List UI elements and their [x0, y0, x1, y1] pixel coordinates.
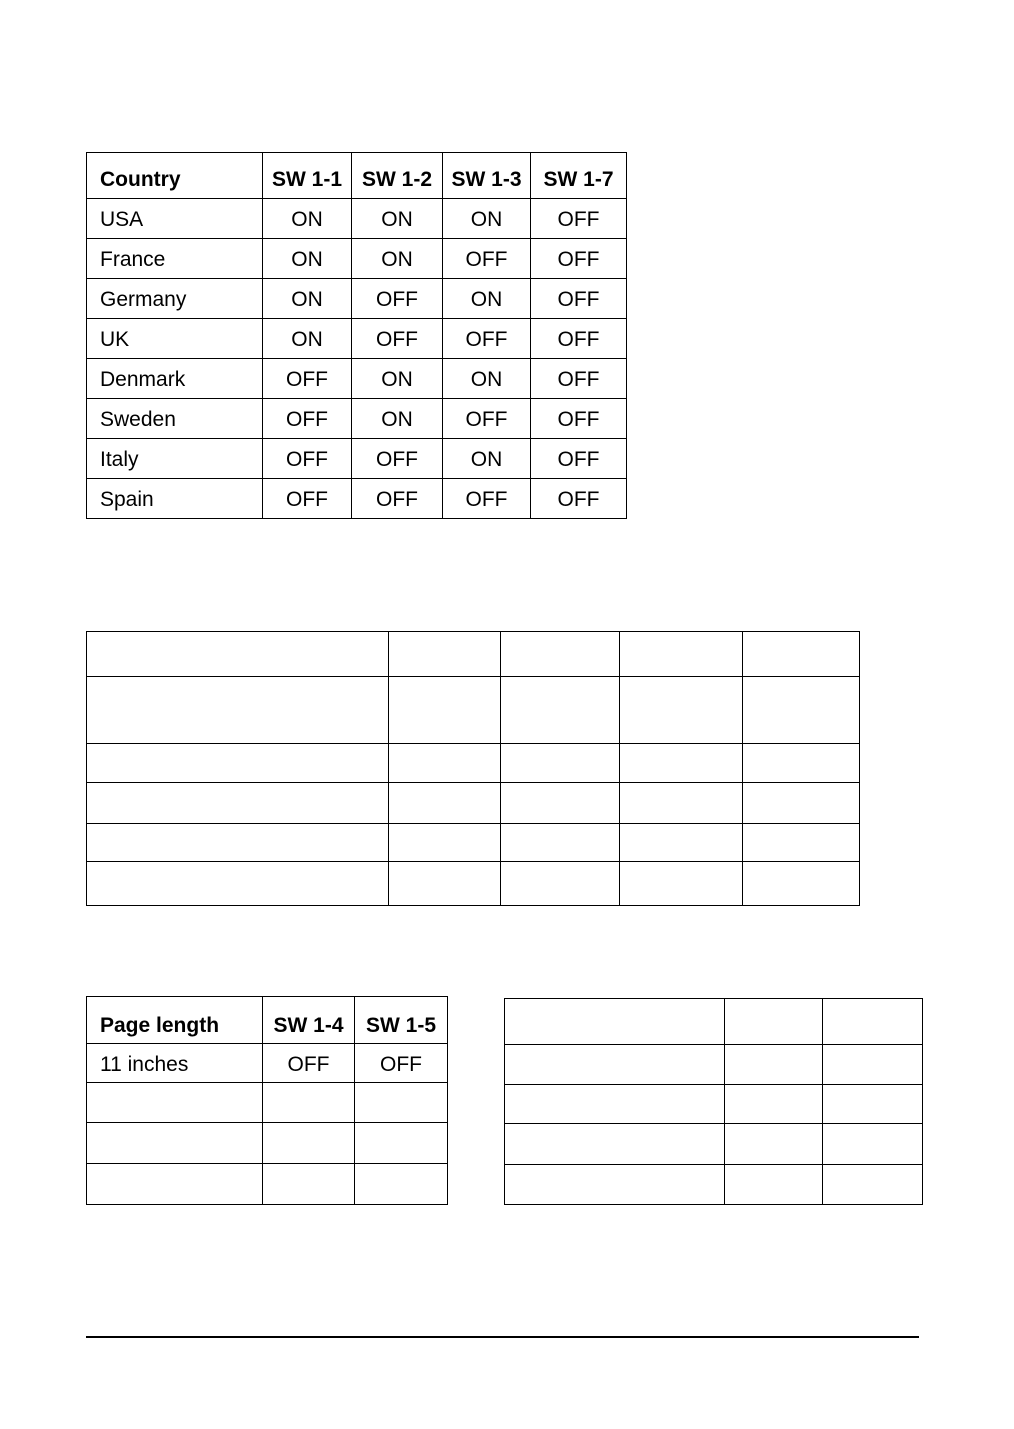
switch-cell: ON	[443, 439, 531, 479]
empty-cell	[389, 862, 501, 906]
empty-cell	[505, 1165, 725, 1205]
empty-cell	[389, 677, 501, 744]
empty-switch-table-right	[504, 998, 923, 1205]
country-cell: Germany	[87, 279, 263, 319]
empty-cell	[620, 824, 743, 862]
empty-cell	[389, 783, 501, 824]
column-header: Country	[87, 153, 263, 199]
empty-cell	[823, 1085, 923, 1124]
switch-cell: OFF	[263, 1044, 355, 1083]
empty-cell	[743, 677, 860, 744]
empty-cell	[505, 999, 725, 1045]
table-row	[87, 1083, 448, 1123]
switch-cell: OFF	[355, 1044, 448, 1083]
empty-cell	[725, 999, 823, 1045]
table-row	[87, 824, 860, 862]
table-row	[87, 862, 860, 906]
table-row	[87, 399, 627, 439]
page-length-switch-table	[86, 996, 448, 1205]
empty-cell	[743, 744, 860, 783]
switch-cell: OFF	[531, 399, 627, 439]
empty-cell	[620, 783, 743, 824]
table-row	[87, 677, 860, 744]
empty-cell	[743, 783, 860, 824]
switch-cell: OFF	[352, 279, 443, 319]
table-row	[87, 199, 627, 239]
country-cell: Sweden	[87, 399, 263, 439]
switch-cell: ON	[263, 279, 352, 319]
empty-cell	[620, 677, 743, 744]
table-row	[87, 439, 627, 479]
switch-cell: ON	[263, 239, 352, 279]
table-row	[87, 239, 627, 279]
empty-cell	[501, 783, 620, 824]
table-row	[87, 1044, 448, 1083]
table-row	[505, 1165, 923, 1205]
table-row	[87, 479, 627, 519]
empty-cell	[501, 862, 620, 906]
table-row	[87, 1123, 448, 1164]
switch-cell: ON	[352, 199, 443, 239]
switch-cell: OFF	[531, 279, 627, 319]
table-row	[505, 1124, 923, 1165]
switch-cell: OFF	[263, 359, 352, 399]
country-cell: USA	[87, 199, 263, 239]
empty-cell	[620, 862, 743, 906]
empty-cell	[389, 632, 501, 677]
switch-cell: ON	[352, 239, 443, 279]
empty-cell	[725, 1085, 823, 1124]
empty-cell	[505, 1045, 725, 1085]
table-row	[87, 783, 860, 824]
empty-cell	[501, 824, 620, 862]
country-switch-table	[86, 152, 627, 519]
empty-cell	[505, 1085, 725, 1124]
switch-cell: OFF	[531, 319, 627, 359]
switch-cell: ON	[263, 199, 352, 239]
switch-cell: OFF	[263, 399, 352, 439]
switch-cell: OFF	[531, 359, 627, 399]
column-header: Page length	[87, 997, 263, 1044]
switch-cell: OFF	[531, 199, 627, 239]
table-row	[87, 632, 860, 677]
switch-cell: OFF	[531, 479, 627, 519]
switch-cell: OFF	[443, 239, 531, 279]
table-row	[87, 359, 627, 399]
table-row	[87, 279, 627, 319]
country-cell: Spain	[87, 479, 263, 519]
empty-cell	[87, 1083, 263, 1123]
empty-cell	[620, 632, 743, 677]
empty-cell	[263, 1123, 355, 1164]
switch-cell: OFF	[443, 399, 531, 439]
page-length-cell: 11 inches	[87, 1044, 263, 1083]
empty-cell	[87, 824, 389, 862]
empty-cell	[355, 1123, 448, 1164]
switch-cell: OFF	[263, 439, 352, 479]
empty-cell	[501, 632, 620, 677]
switch-cell: ON	[352, 399, 443, 439]
empty-cell	[263, 1083, 355, 1123]
switch-cell: OFF	[352, 319, 443, 359]
empty-cell	[263, 1164, 355, 1205]
switch-cell: OFF	[263, 479, 352, 519]
empty-cell	[725, 1124, 823, 1165]
empty-cell	[389, 744, 501, 783]
table-row	[505, 1045, 923, 1085]
table-row	[87, 319, 627, 359]
table-header-row	[87, 153, 627, 199]
switch-cell: OFF	[531, 439, 627, 479]
switch-cell: ON	[352, 359, 443, 399]
empty-cell	[823, 1165, 923, 1205]
table-row	[87, 744, 860, 783]
switch-cell: ON	[443, 359, 531, 399]
empty-cell	[87, 744, 389, 783]
footer-divider	[86, 1336, 919, 1338]
empty-cell	[501, 744, 620, 783]
empty-cell	[87, 862, 389, 906]
empty-cell	[823, 1045, 923, 1085]
switch-cell: OFF	[443, 479, 531, 519]
empty-cell	[389, 824, 501, 862]
empty-cell	[725, 1165, 823, 1205]
empty-cell	[355, 1164, 448, 1205]
country-cell: Italy	[87, 439, 263, 479]
switch-cell: OFF	[443, 319, 531, 359]
empty-cell	[87, 1164, 263, 1205]
empty-cell	[505, 1124, 725, 1165]
column-header: SW 1-3	[443, 153, 531, 199]
empty-cell	[355, 1083, 448, 1123]
table-row	[87, 1164, 448, 1205]
empty-cell	[743, 632, 860, 677]
switch-cell: ON	[443, 199, 531, 239]
empty-cell	[725, 1045, 823, 1085]
empty-cell	[501, 677, 620, 744]
column-header: SW 1-1	[263, 153, 352, 199]
table-header-row	[87, 997, 448, 1044]
country-cell: UK	[87, 319, 263, 359]
table-row	[505, 999, 923, 1045]
switch-cell: ON	[443, 279, 531, 319]
column-header: SW 1-5	[355, 997, 448, 1044]
country-cell: France	[87, 239, 263, 279]
column-header: SW 1-4	[263, 997, 355, 1044]
empty-switch-table	[86, 631, 860, 906]
switch-cell: OFF	[352, 479, 443, 519]
empty-cell	[87, 677, 389, 744]
empty-cell	[823, 999, 923, 1045]
switch-cell: ON	[263, 319, 352, 359]
column-header: SW 1-2	[352, 153, 443, 199]
switch-cell: OFF	[531, 239, 627, 279]
table-row	[505, 1085, 923, 1124]
column-header: SW 1-7	[531, 153, 627, 199]
empty-cell	[743, 862, 860, 906]
empty-cell	[743, 824, 860, 862]
empty-cell	[823, 1124, 923, 1165]
empty-cell	[620, 744, 743, 783]
empty-cell	[87, 1123, 263, 1164]
switch-cell: OFF	[352, 439, 443, 479]
country-cell: Denmark	[87, 359, 263, 399]
empty-cell	[87, 783, 389, 824]
empty-cell	[87, 632, 389, 677]
